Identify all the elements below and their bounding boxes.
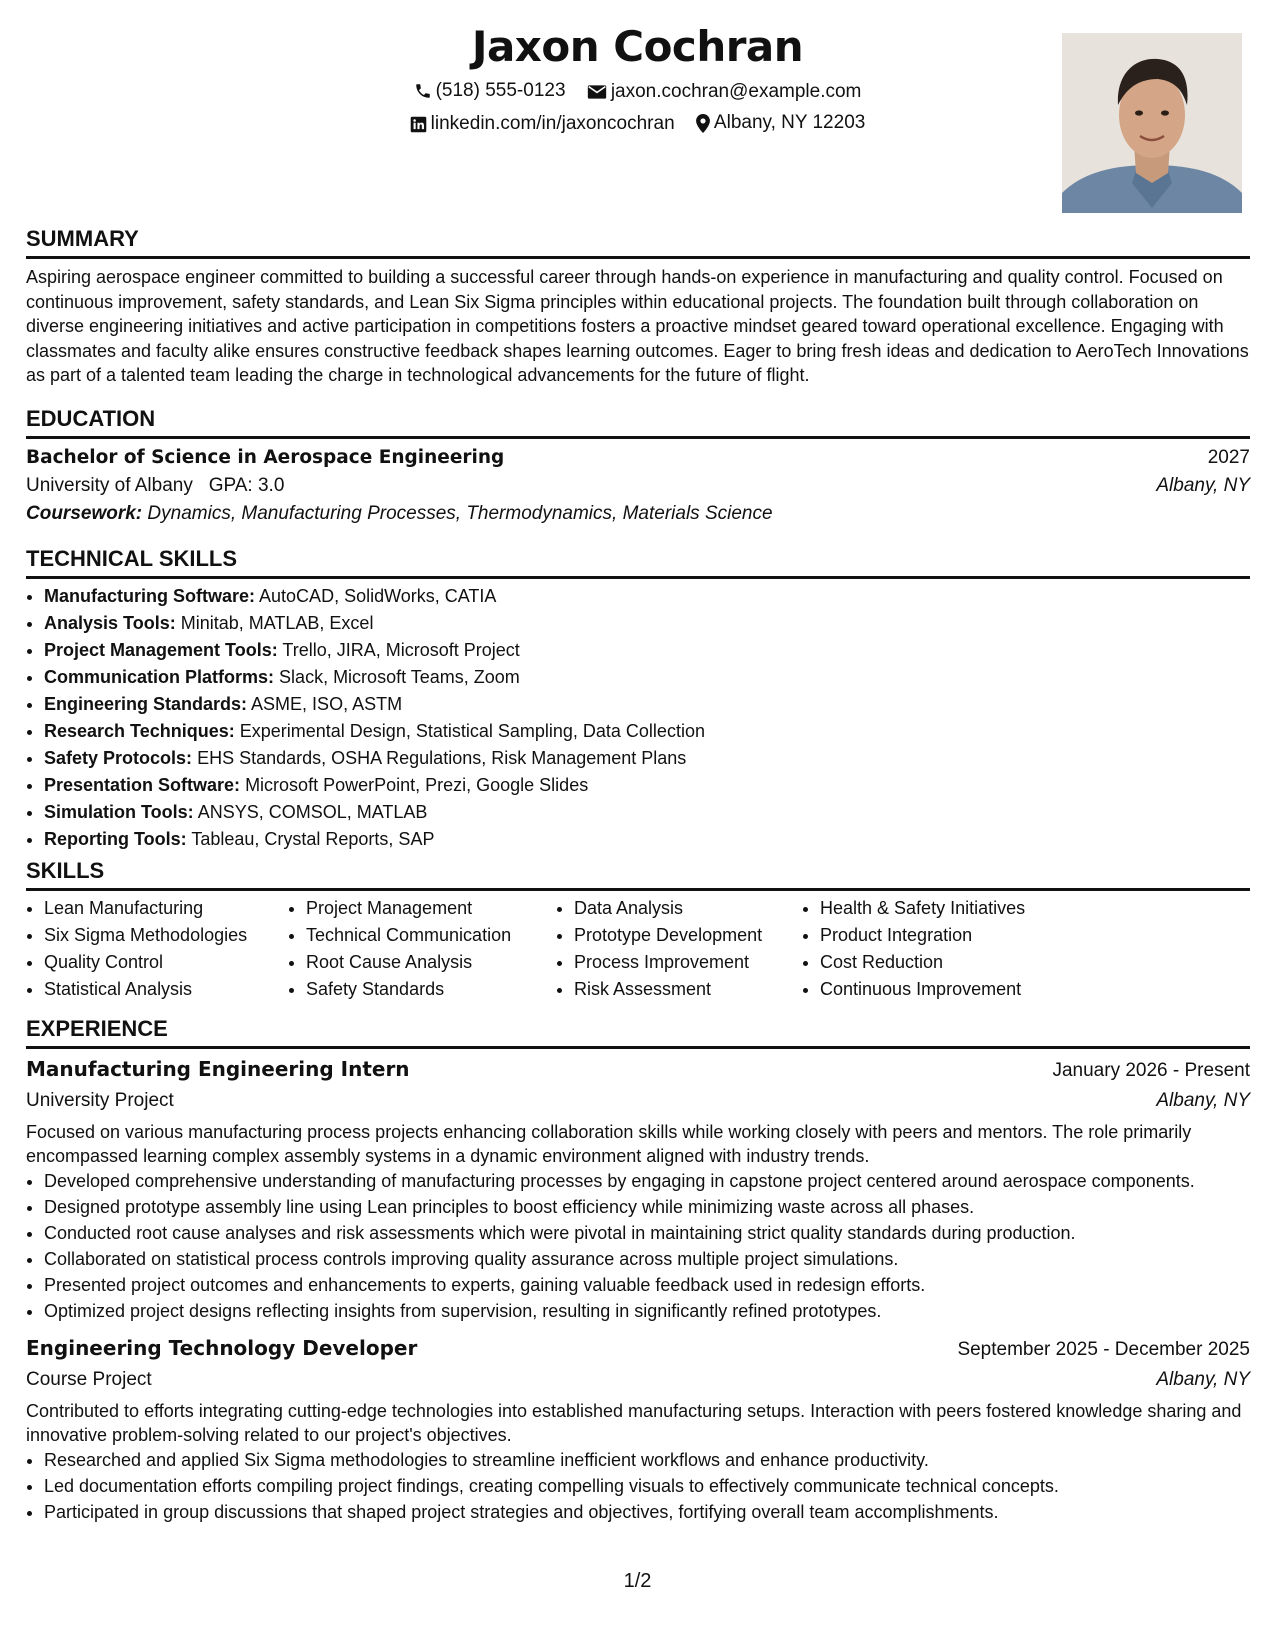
skill-item: • Continuous Improvement — [820, 976, 1080, 1003]
skill-item: • Lean Manufacturing — [44, 895, 288, 922]
summary-text: Aspiring aerospace engineer committed to building a successful career through hands-on experience in manufacturing and quality control. Focused on continuous improvement, safety standards, and Lean Six Sigma principles within educational projects. The foundation built through collaboration on diverse engineering initiatives and active participation in competitions fosters a proactive mindset geared toward operational excellence. Engaging with classmates and faculty alike ensures constructive feedback shapes learning outcomes. Eager to bring fresh ideas and dedication to AeroTech Innovations as part of a talented team leading the charge in technological advancements for the future of flight. — [26, 267, 1249, 385]
job-bullet: • Collaborated on statistical process controls improving quality assurance across multiple project simulations. — [44, 1246, 1250, 1272]
skill-category: Communication Platforms: — [44, 667, 275, 687]
skill-values: ANSYS, COMSOL, MATLAB — [197, 802, 428, 822]
skills-section — [26, 858, 1250, 1003]
job-dates: September 2025 - December 2025 — [957, 1339, 1250, 1360]
skill-values: EHS Standards, OSHA Regulations, Risk Management Plans — [197, 748, 687, 768]
skills-column — [26, 895, 288, 1003]
school-location: Albany, NY — [1156, 475, 1250, 496]
coursework-label: Coursework: — [26, 503, 143, 524]
experience-section — [26, 1016, 1250, 1525]
phone-icon — [414, 82, 432, 100]
skill-item: • Product Integration — [820, 922, 1080, 949]
skill-values: Experimental Design, Statistical Sampling, Data Collection — [239, 721, 705, 741]
section-divider — [26, 436, 1250, 439]
skill-item: • Project Management — [306, 895, 556, 922]
gpa: GPA: 3.0 — [208, 475, 285, 496]
technical-skill-item — [44, 745, 1250, 772]
skill-values: Tableau, Crystal Reports, SAP — [191, 829, 435, 849]
linkedin-contact[interactable] — [410, 113, 675, 135]
job-bullet: • Designed prototype assembly line using Lean principles to boost efficiency while minimizing waste across all phases. — [44, 1194, 1250, 1220]
skills-column — [556, 895, 802, 1003]
skills-grid — [26, 895, 1250, 1003]
skill-values: ASME, ISO, ASTM — [251, 694, 403, 714]
job-entry — [26, 1057, 1250, 1324]
job-bullet: • Presented project outcomes and enhancements to experts, gaining valuable feedback used in redesign efforts. — [44, 1272, 1250, 1298]
job-bullets — [26, 1447, 1250, 1525]
summary-section — [26, 226, 1250, 388]
job-header-row — [26, 1336, 1250, 1361]
skill-item: • Quality Control — [44, 949, 288, 976]
job-header-row — [26, 1057, 1250, 1082]
technical-skills-section — [26, 546, 1250, 853]
degree-name: Bachelor of Science in Aerospace Engineering — [26, 447, 505, 468]
skill-values: Microsoft PowerPoint, Prezi, Google Slides — [245, 775, 589, 795]
email-contact[interactable] — [587, 81, 862, 103]
skill-category: Research Techniques: — [44, 721, 235, 741]
skill-values: Trello, JIRA, Microsoft Project — [282, 640, 520, 660]
skill-category: Presentation Software: — [44, 775, 241, 795]
school-info — [26, 475, 284, 497]
section-divider — [26, 576, 1250, 579]
skill-category: Safety Protocols: — [44, 748, 193, 768]
job-bullet: • Participated in group discussions that shaped project strategies and objectives, fortifying overall team accomplishments. — [44, 1499, 1250, 1525]
technical-skill-item — [44, 799, 1250, 826]
job-location: Albany, NY — [1156, 1090, 1250, 1111]
skill-item: • Data Analysis — [574, 895, 802, 922]
technical-skill-item — [44, 772, 1250, 799]
skill-item: • Technical Communication — [306, 922, 556, 949]
graduation-year: 2027 — [1207, 447, 1250, 468]
candidate-name: Jaxon Cochran — [471, 22, 804, 71]
summary-heading: SUMMARY — [26, 226, 139, 251]
skills-column — [288, 895, 556, 1003]
job-title: Manufacturing Engineering Intern — [26, 1057, 410, 1081]
skill-values: Slack, Microsoft Teams, Zoom — [279, 667, 520, 687]
job-bullet: • Conducted root cause analyses and risk assessments which were pivotal in maintaining strict quality standards during production. — [44, 1220, 1250, 1246]
job-dates: January 2026 - Present — [1052, 1060, 1250, 1081]
skill-item: • Cost Reduction — [820, 949, 1080, 976]
skill-item: • Statistical Analysis — [44, 976, 288, 1003]
skill-category: Manufacturing Software: — [44, 586, 256, 606]
coursework-row — [26, 503, 1250, 525]
skill-category: Analysis Tools: — [44, 613, 176, 633]
school-name: University of Albany — [26, 475, 193, 496]
coursework-list: Dynamics, Manufacturing Processes, Thermodynamics, Materials Science — [147, 503, 773, 524]
skill-values: Minitab, MATLAB, Excel — [180, 613, 374, 633]
degree-row — [26, 447, 1250, 469]
skill-category: Reporting Tools: — [44, 829, 187, 849]
experience-list — [26, 1057, 1250, 1525]
location-text: Albany, NY 12203 — [713, 112, 866, 133]
job-bullet: • Developed comprehensive understanding of manufacturing processes by engaging in capstone project centered around aerospace components. — [44, 1168, 1250, 1194]
technical-skills-list — [26, 583, 1250, 853]
technical-skill-item — [44, 826, 1250, 853]
job-bullet: • Researched and applied Six Sigma methodologies to streamline inefficient workflows and enhance productivity. — [44, 1447, 1250, 1473]
job-organization: Course Project — [26, 1369, 152, 1390]
phone-text: (518) 555-0123 — [435, 80, 566, 101]
skill-values: AutoCAD, SolidWorks, CATIA — [259, 586, 497, 606]
linkedin-text: linkedin.com/in/jaxoncochran — [430, 113, 675, 134]
job-location: Albany, NY — [1156, 1369, 1250, 1390]
job-title: Engineering Technology Developer — [26, 1336, 418, 1360]
skill-item: • Process Improvement — [574, 949, 802, 976]
job-org-row — [26, 1090, 1250, 1112]
skill-item: • Risk Assessment — [574, 976, 802, 1003]
job-org-row — [26, 1369, 1250, 1391]
skill-item: • Six Sigma Methodologies — [44, 922, 288, 949]
job-organization: University Project — [26, 1090, 174, 1111]
profile-photo — [1062, 33, 1242, 213]
location-contact — [696, 112, 865, 134]
education-section — [26, 406, 1250, 525]
technical-skill-item — [44, 610, 1250, 637]
job-bullet: • Optimized project designs reflecting insights from supervision, resulting in significantly refined prototypes. — [44, 1298, 1250, 1324]
experience-heading: EXPERIENCE — [26, 1016, 168, 1041]
technical-skill-item — [44, 718, 1250, 745]
technical-skill-item — [44, 691, 1250, 718]
skill-category: Simulation Tools: — [44, 802, 194, 822]
linkedin-icon — [410, 116, 427, 133]
skill-item: • Safety Standards — [306, 976, 556, 1003]
technical-skills-heading: TECHNICAL SKILLS — [26, 546, 238, 571]
skill-category: Project Management Tools: — [44, 640, 278, 660]
job-bullet: • Led documentation efforts compiling project findings, creating compelling visuals to effectively communicate technical concepts. — [44, 1473, 1250, 1499]
technical-skill-item — [44, 664, 1250, 691]
map-pin-icon — [696, 114, 710, 133]
job-description: Focused on various manufacturing process projects enhancing collaboration skills while working closely with peers and mentors. The role primarily encompassed learning complex assembly systems in a dynamic environment aligned with industry trends. — [26, 1122, 1192, 1166]
phone-contact[interactable] — [414, 80, 566, 102]
page-number: 1/2 — [623, 1570, 652, 1592]
job-bullets — [26, 1168, 1250, 1324]
section-divider — [26, 888, 1250, 891]
skills-heading: SKILLS — [26, 858, 105, 883]
school-row — [26, 475, 1250, 497]
section-divider — [26, 256, 1250, 259]
section-divider — [26, 1046, 1250, 1049]
skill-item: • Root Cause Analysis — [306, 949, 556, 976]
job-entry — [26, 1336, 1250, 1525]
skills-column — [802, 895, 1080, 1003]
envelope-icon — [587, 84, 607, 100]
skill-item: • Prototype Development — [574, 922, 802, 949]
technical-skill-item — [44, 583, 1250, 610]
technical-skill-item — [44, 637, 1250, 664]
skill-item: • Health & Safety Initiatives — [820, 895, 1080, 922]
job-description: Contributed to efforts integrating cutting-edge technologies into established manufacturing setups. Interaction with peers fostered knowledge sharing and innovative problem-solving related to our project's objectives. — [26, 1401, 1242, 1445]
skill-category: Engineering Standards: — [44, 694, 248, 714]
education-heading: EDUCATION — [26, 406, 156, 431]
email-text: jaxon.cochran@example.com — [610, 81, 862, 102]
